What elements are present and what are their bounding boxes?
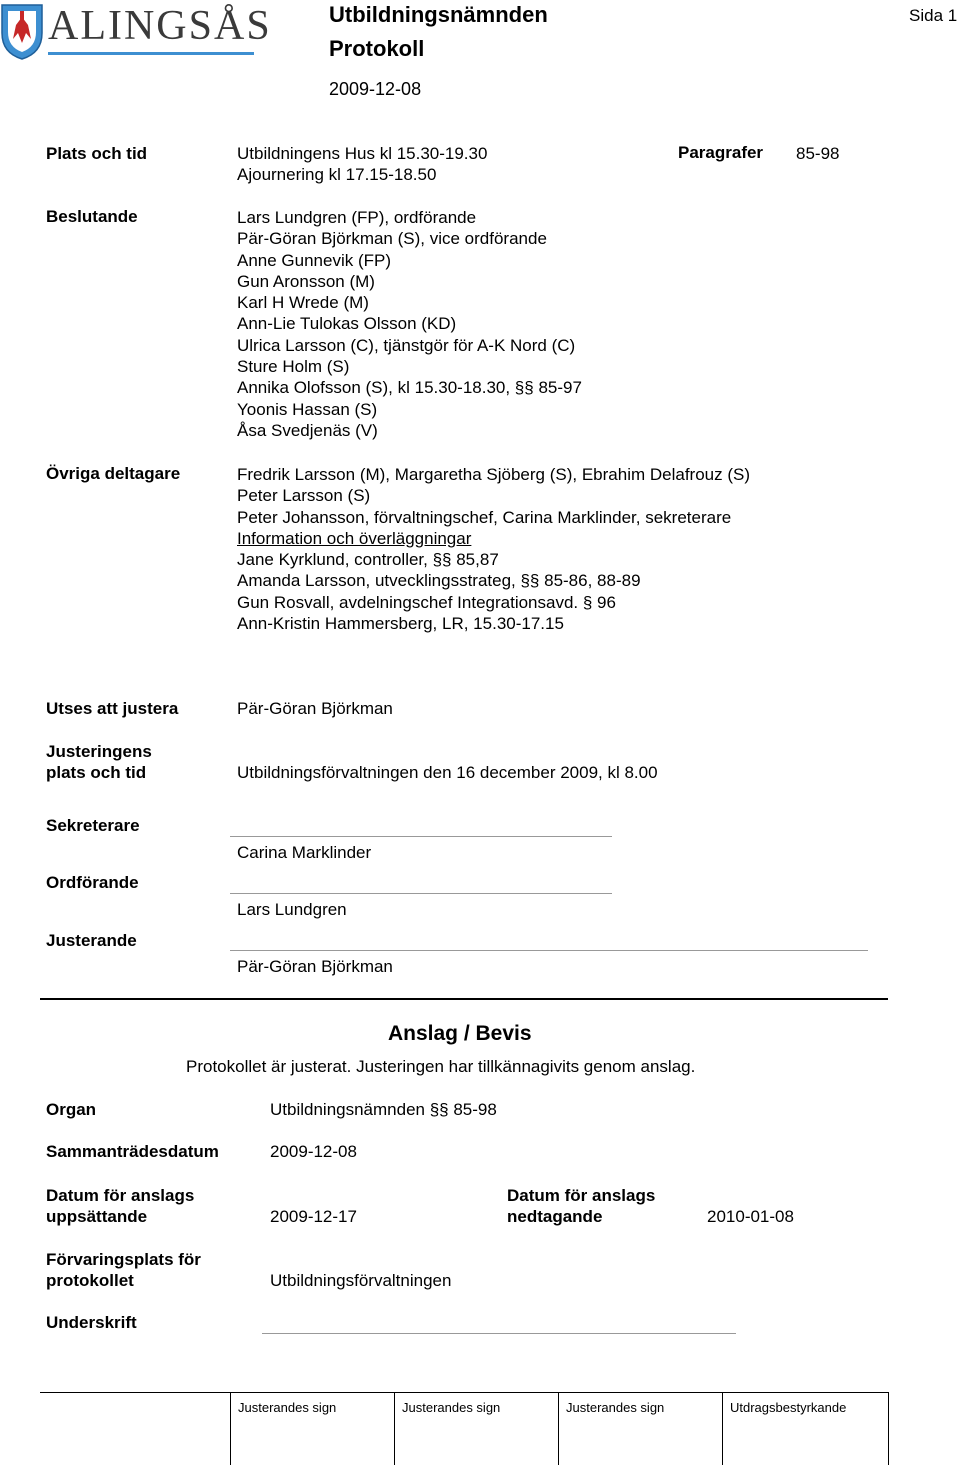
municipality-logo <box>0 0 272 64</box>
footer-cell-label: Justerandes sign <box>238 1400 337 1415</box>
adjuster-label: Utses att justera <box>46 699 179 718</box>
others-list <box>237 464 750 634</box>
chair-label: Ordförande <box>46 873 139 892</box>
footer-cell <box>394 1392 559 1465</box>
storage-label-line: Förvaringsplats för <box>46 1250 201 1269</box>
others-label: Övriga deltagare <box>46 464 181 483</box>
info-line: Gun Rosvall, avdelningschef Integrationsavd. § 96 <box>237 592 616 612</box>
notice-intro: Protokollet är justerat. Justeringen har tillkännagivits genom anslag. <box>186 1057 696 1076</box>
storage-value: Utbildningsförvaltningen <box>270 1271 452 1290</box>
adjust-place-label-line: plats och tid <box>46 763 147 783</box>
storage-label-line: protokollet <box>46 1271 134 1291</box>
posted-date-value: 2009-12-17 <box>270 1207 357 1226</box>
removed-date-value: 2010-01-08 <box>707 1207 794 1226</box>
secretary-label: Sekreterare <box>46 816 140 835</box>
member: Karl H Wrede (M) <box>237 293 369 313</box>
footer-cell <box>722 1392 889 1465</box>
document-type: Protokoll <box>329 36 425 61</box>
member: Ulrica Larsson (C), tjänstgör för A-K Nord (C) <box>237 335 576 355</box>
removed-date-label <box>507 1185 655 1228</box>
info-heading: Information och överläggningar <box>237 528 472 548</box>
paragraphs-label: Paragrafer <box>678 143 764 162</box>
chair-signature-line <box>230 893 612 894</box>
member: Ann-Lie Tulokas Olsson (KD) <box>237 314 457 334</box>
adjuster-sign-label: Justerande <box>46 931 137 950</box>
secretary-signature-line <box>230 836 612 837</box>
footer-table <box>230 1392 888 1465</box>
logo-underline <box>48 52 254 55</box>
member: Yoonis Hassan (S) <box>237 399 378 419</box>
meeting-date-label: Sammanträdesdatum <box>46 1142 219 1161</box>
posted-label-line: uppsättande <box>46 1207 148 1227</box>
posted-label-line: Datum för anslags <box>46 1186 195 1205</box>
storage-label <box>46 1249 201 1292</box>
place-value <box>237 143 487 186</box>
footer-cell-label: Justerandes sign <box>566 1400 665 1415</box>
member: Sture Holm (S) <box>237 357 350 377</box>
notice-heading: Anslag / Bevis <box>388 1022 532 1045</box>
chair-name: Lars Lundgren <box>237 900 347 919</box>
participant-line: Peter Larsson (S) <box>237 486 371 506</box>
participant-line: Fredrik Larsson (M), Margaretha Sjöberg (S), Ebrahim Delafrouz (S) <box>237 465 750 484</box>
removed-label-line: Datum för anslags <box>507 1186 656 1205</box>
member: Åsa Svedjenäs (V) <box>237 420 378 440</box>
place-line: Ajournering kl 17.15-18.50 <box>237 165 437 185</box>
footer-cell-label: Utdragsbestyrkande <box>730 1400 847 1415</box>
footer-cell-label: Justerandes sign <box>402 1400 501 1415</box>
place-label: Plats och tid <box>46 144 148 163</box>
paragraphs-value: 85-98 <box>796 144 840 163</box>
adjust-place-label-line: Justeringens <box>46 742 152 761</box>
adjuster-value: Pär-Göran Björkman <box>237 699 393 718</box>
page-number: Sida 1 <box>909 6 958 25</box>
member: Anne Gunnevik (FP) <box>237 250 392 270</box>
organ-label: Organ <box>46 1100 97 1119</box>
secretary-name: Carina Marklinder <box>237 843 372 862</box>
place-line: Utbildningens Hus kl 15.30-19.30 <box>237 144 488 163</box>
member: Annika Olofsson (S), kl 15.30-18.30, §§ 85-97 <box>237 378 582 398</box>
posted-date-label <box>46 1185 194 1228</box>
participant-line: Peter Johansson, förvaltningschef, Carina Marklinder, sekreterare <box>237 507 732 527</box>
adjust-place-label <box>46 741 152 784</box>
footer-cell <box>230 1392 395 1465</box>
notice-signature-line <box>262 1333 736 1334</box>
member: Pär-Göran Björkman (S), vice ordförande <box>237 229 547 249</box>
coat-of-arms-icon <box>0 3 44 61</box>
deciding-members <box>237 207 582 441</box>
adjuster-signature-line <box>230 950 868 951</box>
adjuster-sign-name: Pär-Göran Björkman <box>237 957 393 976</box>
adjust-place-value: Utbildningsförvaltningen den 16 december 2009, kl 8.00 <box>237 763 658 782</box>
document-date: 2009-12-08 <box>329 79 422 99</box>
removed-label-line: nedtagande <box>507 1207 603 1227</box>
info-line: Ann-Kristin Hammersberg, LR, 15.30-17.15 <box>237 614 564 634</box>
info-line: Amanda Larsson, utvecklingsstrateg, §§ 85-86, 88-89 <box>237 571 641 591</box>
signature-label: Underskrift <box>46 1313 137 1332</box>
logo-text: ALINGSÅS <box>48 3 272 49</box>
member: Lars Lundgren (FP), ordförande <box>237 208 477 227</box>
section-divider <box>40 998 888 1000</box>
meeting-date-value: 2009-12-08 <box>270 1142 357 1161</box>
member: Gun Aronsson (M) <box>237 271 375 291</box>
organ-value: Utbildningsnämnden §§ 85-98 <box>270 1100 497 1119</box>
footer-cell <box>558 1392 723 1465</box>
document-title: Utbildningsnämnden <box>329 2 548 27</box>
deciding-label: Beslutande <box>46 207 138 226</box>
info-line: Jane Kyrklund, controller, §§ 85,87 <box>237 550 499 570</box>
